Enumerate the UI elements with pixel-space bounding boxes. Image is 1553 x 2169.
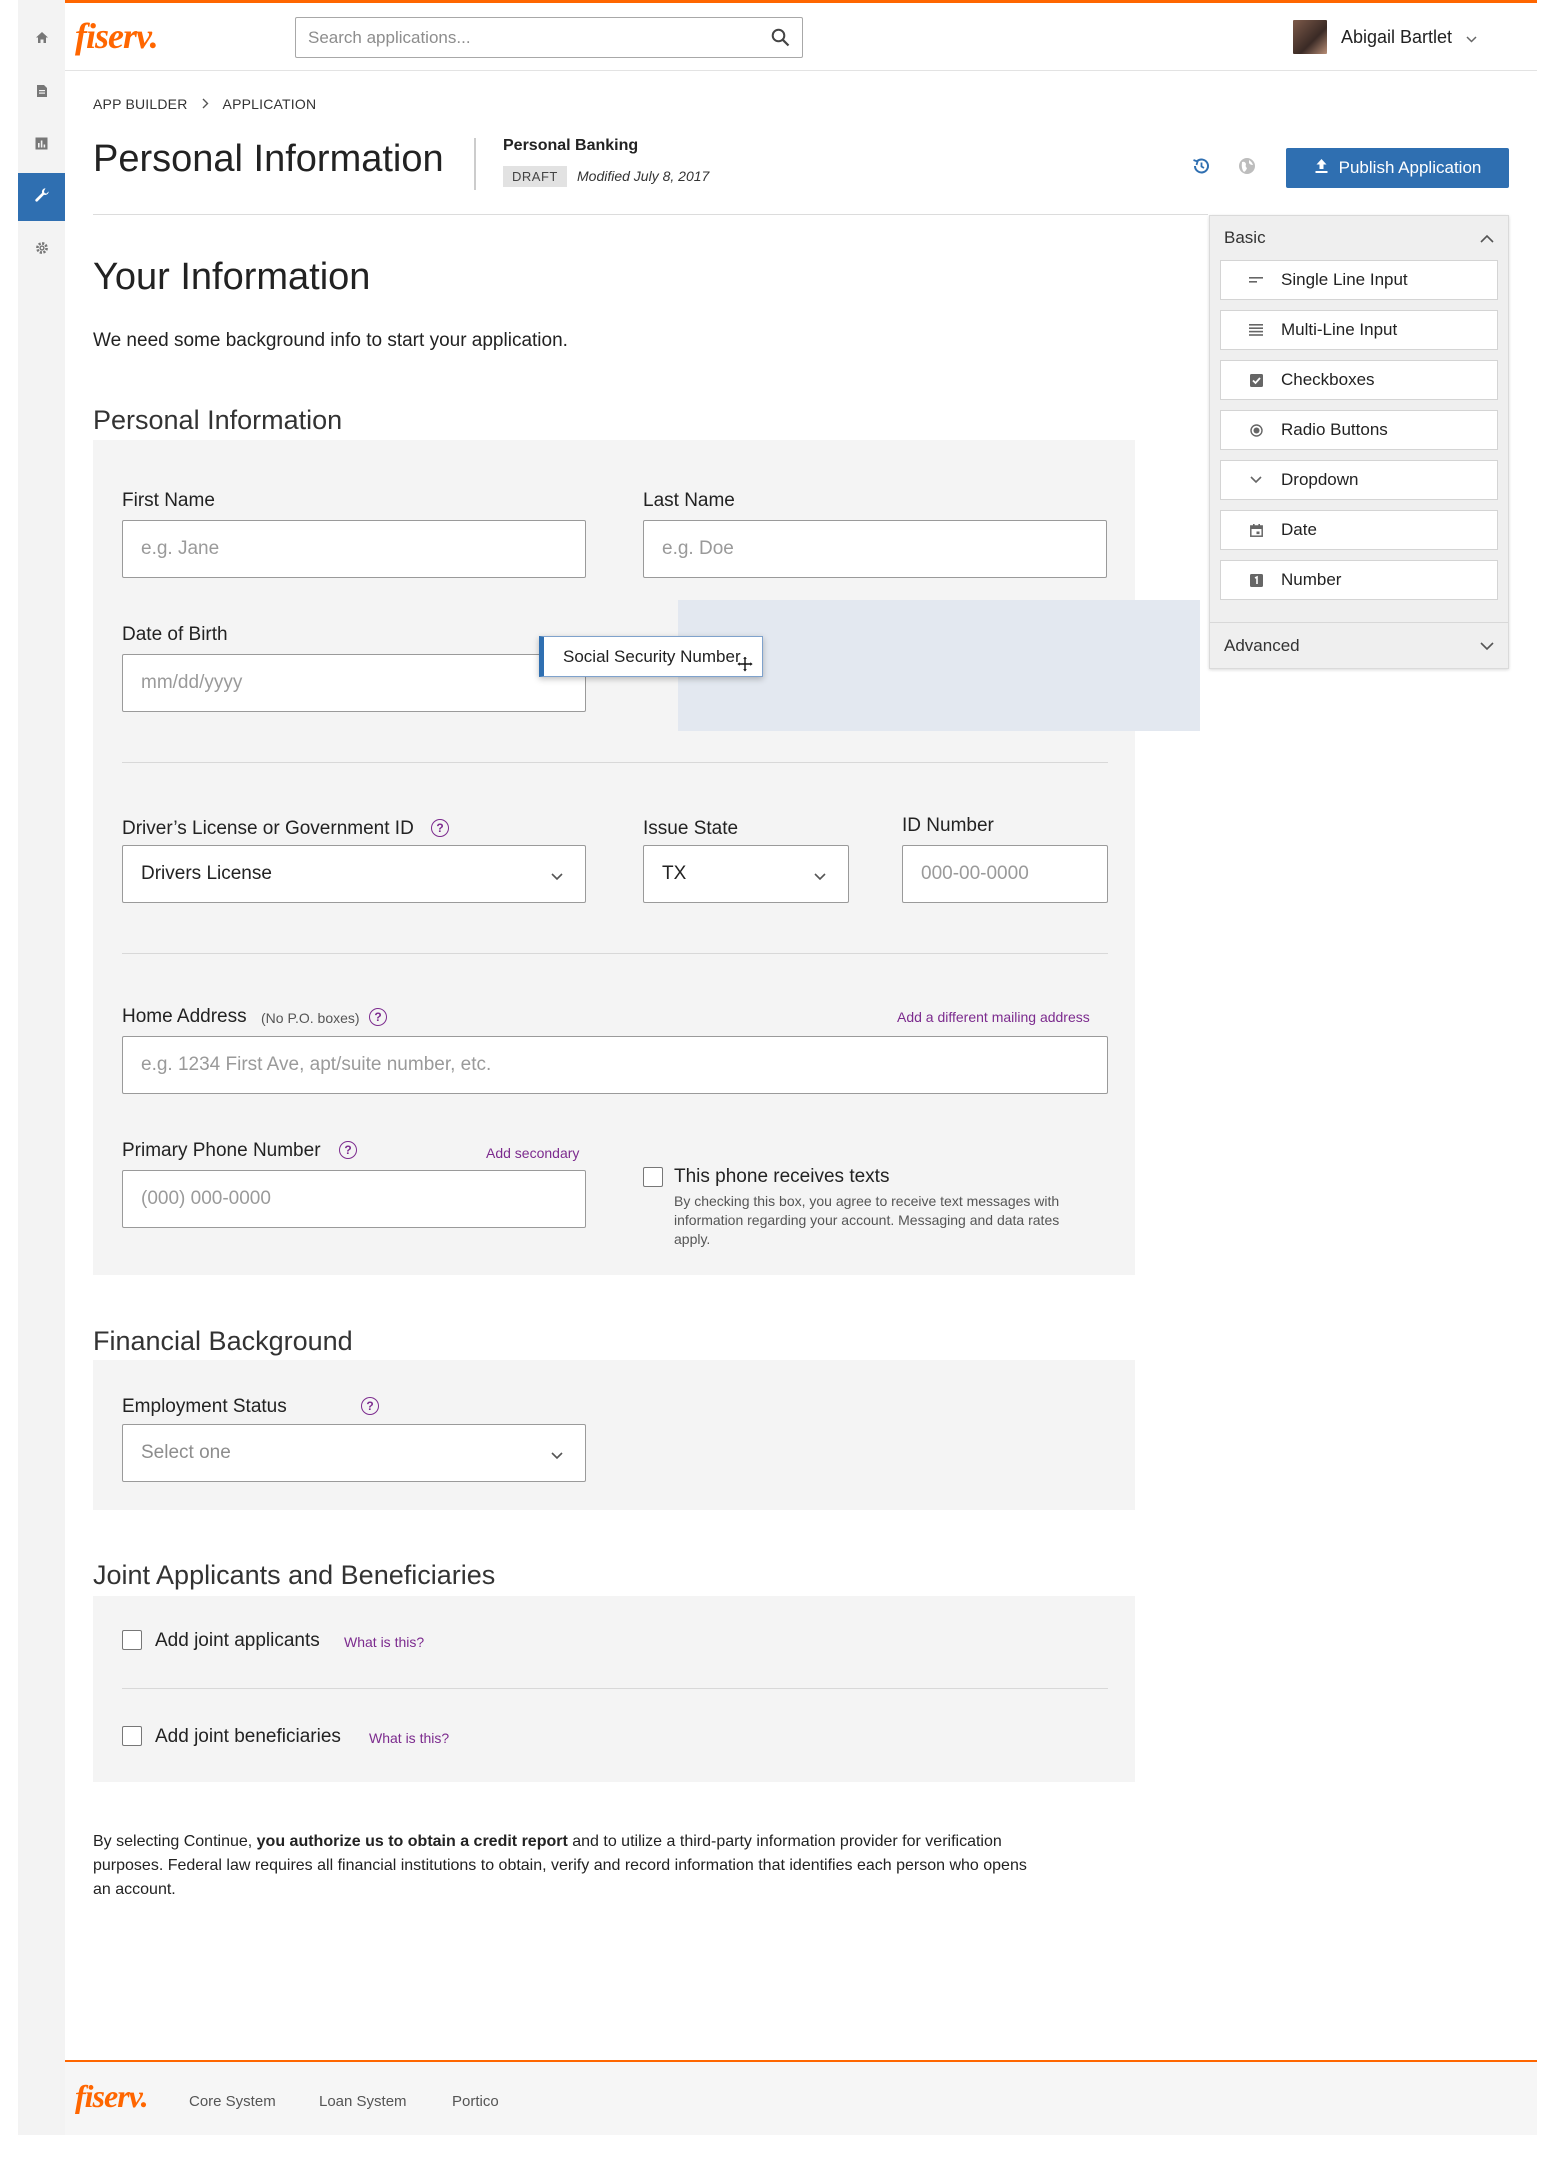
joint-beneficiaries-checkbox[interactable] [122, 1726, 142, 1746]
texts-disclaimer-line3: apply. [674, 1231, 711, 1247]
dragged-field-label: Social Security Number [563, 646, 741, 666]
add-secondary-phone-link[interactable]: Add secondary [486, 1145, 580, 1161]
employment-select[interactable] [122, 1424, 586, 1482]
single-line-icon [1247, 276, 1265, 284]
radio-icon [1247, 424, 1265, 437]
help-icon[interactable]: ? [369, 1008, 387, 1026]
palette-basic-label: Basic [1224, 228, 1266, 247]
home-icon [35, 31, 49, 49]
palette-item-single-line[interactable] [1220, 260, 1498, 300]
receives-texts-checkbox[interactable] [643, 1167, 663, 1187]
move-cursor-icon [737, 656, 753, 677]
document-icon [36, 84, 48, 103]
id-number-field[interactable] [902, 845, 1108, 903]
id-type-value: Drivers License [141, 863, 272, 884]
component-palette [1209, 215, 1509, 669]
nav-settings[interactable] [18, 226, 65, 274]
palette-item-label: Multi-Line Input [1281, 320, 1398, 339]
chevron-up-icon [1480, 228, 1494, 248]
section-title-financial: Financial Background [93, 1326, 353, 1356]
dob-label: Date of Birth [122, 624, 228, 645]
nav-rail [18, 0, 65, 2135]
section-title-joint: Joint Applicants and Beneficiaries [93, 1560, 496, 1590]
help-icon[interactable]: ? [431, 819, 449, 837]
first-name-label: First Name [122, 490, 215, 511]
chevron-down-icon [551, 1447, 563, 1465]
texts-disclaimer-line1: By checking this box, you agree to receive text messages with [674, 1193, 1060, 1209]
dob-field[interactable] [122, 654, 586, 712]
palette-item-label: Checkboxes [1281, 370, 1375, 389]
palette-item-label: Date [1281, 520, 1317, 539]
palette-item-checkboxes[interactable] [1220, 360, 1498, 400]
joint-beneficiaries-label: Add joint beneficiaries [155, 1726, 341, 1747]
breadcrumb [93, 96, 316, 112]
palette-item-multi-line[interactable] [1220, 310, 1498, 350]
history-icon[interactable] [1191, 156, 1211, 181]
nav-home[interactable] [18, 16, 65, 64]
chevron-down-icon [1480, 636, 1494, 656]
joint-beneficiaries-help-link[interactable]: What is this? [369, 1730, 450, 1746]
phone-field[interactable] [122, 1170, 586, 1228]
joint-applicants-help-link[interactable]: What is this? [344, 1634, 425, 1650]
chevron-down-icon [1247, 476, 1265, 484]
modified-date: Modified July 8, 2017 [577, 168, 710, 184]
palette-item-date[interactable] [1220, 510, 1498, 550]
number-icon [1247, 574, 1265, 587]
dragged-field-chip[interactable] [539, 636, 763, 677]
form-intro: We need some background info to start your application. [93, 330, 568, 351]
upload-icon [1314, 158, 1329, 179]
avatar[interactable] [1293, 20, 1327, 54]
search-input[interactable] [296, 18, 736, 57]
issue-state-value: TX [662, 863, 687, 884]
legal-line2: purposes. Federal law requires all financial institutions to obtain, verify and record information that identifies each person who opens [93, 1857, 1027, 1874]
nav-app-builder[interactable] [18, 173, 65, 221]
status-badge: DRAFT [503, 166, 567, 187]
fiserv-logo[interactable]: fiserv. [75, 16, 158, 56]
breadcrumb-application: APPLICATION [222, 96, 317, 112]
nav-documents[interactable] [18, 69, 65, 117]
breadcrumb-app-builder[interactable]: APP BUILDER [93, 96, 188, 112]
search-box[interactable] [295, 17, 803, 58]
palette-item-label: Number [1281, 570, 1342, 589]
title-divider [474, 138, 476, 190]
id-number-input[interactable] [903, 846, 1107, 902]
joint-panel [93, 1596, 1135, 1782]
section-title-personal: Personal Information [93, 405, 343, 435]
page-title: Personal Information [93, 138, 444, 180]
wrench-icon [34, 187, 50, 208]
palette-item-label: Dropdown [1281, 470, 1359, 489]
checkbox-icon [1247, 374, 1265, 387]
employment-label: Employment Status [122, 1396, 287, 1417]
id-number-label: ID Number [902, 815, 994, 836]
joint-applicants-label: Add joint applicants [155, 1630, 320, 1651]
dob-input[interactable] [123, 655, 585, 711]
top-header [65, 3, 1537, 71]
palette-item-label: Single Line Input [1281, 270, 1408, 289]
search-icon[interactable] [771, 28, 790, 52]
palette-item-number[interactable] [1220, 560, 1498, 600]
address-field[interactable] [122, 1036, 1108, 1094]
chevron-right-icon [202, 96, 209, 112]
globe-icon[interactable] [1237, 156, 1257, 181]
palette-basic-header[interactable] [1210, 216, 1508, 260]
address-input[interactable] [123, 1037, 1107, 1093]
user-menu[interactable] [1293, 19, 1477, 55]
phone-label: Primary Phone Number [122, 1140, 321, 1161]
issue-state-label: Issue State [643, 818, 739, 839]
first-name-field[interactable] [122, 520, 586, 578]
chevron-down-icon [1466, 27, 1477, 48]
palette-advanced-label: Advanced [1224, 636, 1300, 655]
id-type-select[interactable] [122, 845, 586, 903]
gear-icon [35, 241, 49, 260]
help-icon[interactable]: ? [361, 1397, 379, 1415]
row-divider [122, 762, 1108, 763]
form-heading: Your Information [93, 256, 371, 298]
footer [65, 2060, 1537, 2135]
issue-state-select[interactable] [643, 845, 849, 903]
footer-link-loan-system[interactable]: Loan System [319, 2093, 407, 2110]
publish-label: Publish Application [1338, 158, 1482, 177]
app-shell [65, 0, 1537, 2135]
bar-chart-icon [35, 137, 48, 155]
first-name-input[interactable] [123, 521, 585, 577]
legal-prefix: By selecting Continue, [93, 1833, 257, 1850]
publish-application-button[interactable] [1286, 148, 1509, 188]
palette-item-label: Radio Buttons [1281, 420, 1388, 439]
footer-link-core-system[interactable]: Core System [189, 2093, 276, 2110]
last-name-field[interactable] [643, 520, 1107, 578]
palette-item-dropdown[interactable] [1220, 460, 1498, 500]
calendar-icon [1247, 524, 1265, 537]
receives-texts-label: This phone receives texts [674, 1166, 890, 1187]
mailing-address-link[interactable]: Add a different mailing address [897, 1009, 1090, 1025]
footer-logo[interactable]: fiserv. [75, 2078, 148, 2114]
app-name: Personal Banking [503, 137, 639, 154]
palette-advanced-header[interactable] [1210, 622, 1508, 669]
last-name-label: Last Name [643, 490, 735, 511]
palette-item-radio[interactable] [1220, 410, 1498, 450]
employment-value: Select one [141, 1442, 231, 1463]
multi-line-icon [1247, 324, 1265, 336]
nav-reports[interactable] [18, 122, 65, 170]
row-divider [122, 953, 1108, 954]
chevron-down-icon [814, 868, 826, 886]
legal-bold: you authorize us to obtain a credit report [256, 1833, 568, 1850]
content-divider [93, 214, 1208, 215]
legal-line1-rest: and to utilize a third-party information provider for verification [567, 1833, 1002, 1850]
legal-disclaimer [93, 1830, 1153, 1902]
texts-disclaimer-line2: information regarding your account. Messaging and data rates [674, 1212, 1060, 1228]
address-note: (No P.O. boxes) [261, 1010, 360, 1026]
footer-link-portico[interactable]: Portico [452, 2093, 499, 2110]
row-divider [122, 1688, 1108, 1689]
help-icon[interactable]: ? [339, 1141, 357, 1159]
address-label: Home Address [122, 1006, 247, 1027]
legal-line3: an account. [93, 1881, 176, 1898]
last-name-input[interactable] [644, 521, 1106, 577]
id-type-label: Driver’s License or Government ID [122, 818, 414, 839]
joint-applicants-checkbox[interactable] [122, 1630, 142, 1650]
chevron-down-icon [551, 868, 563, 886]
user-name: Abigail Bartlet [1341, 26, 1453, 47]
phone-input[interactable] [123, 1171, 585, 1227]
